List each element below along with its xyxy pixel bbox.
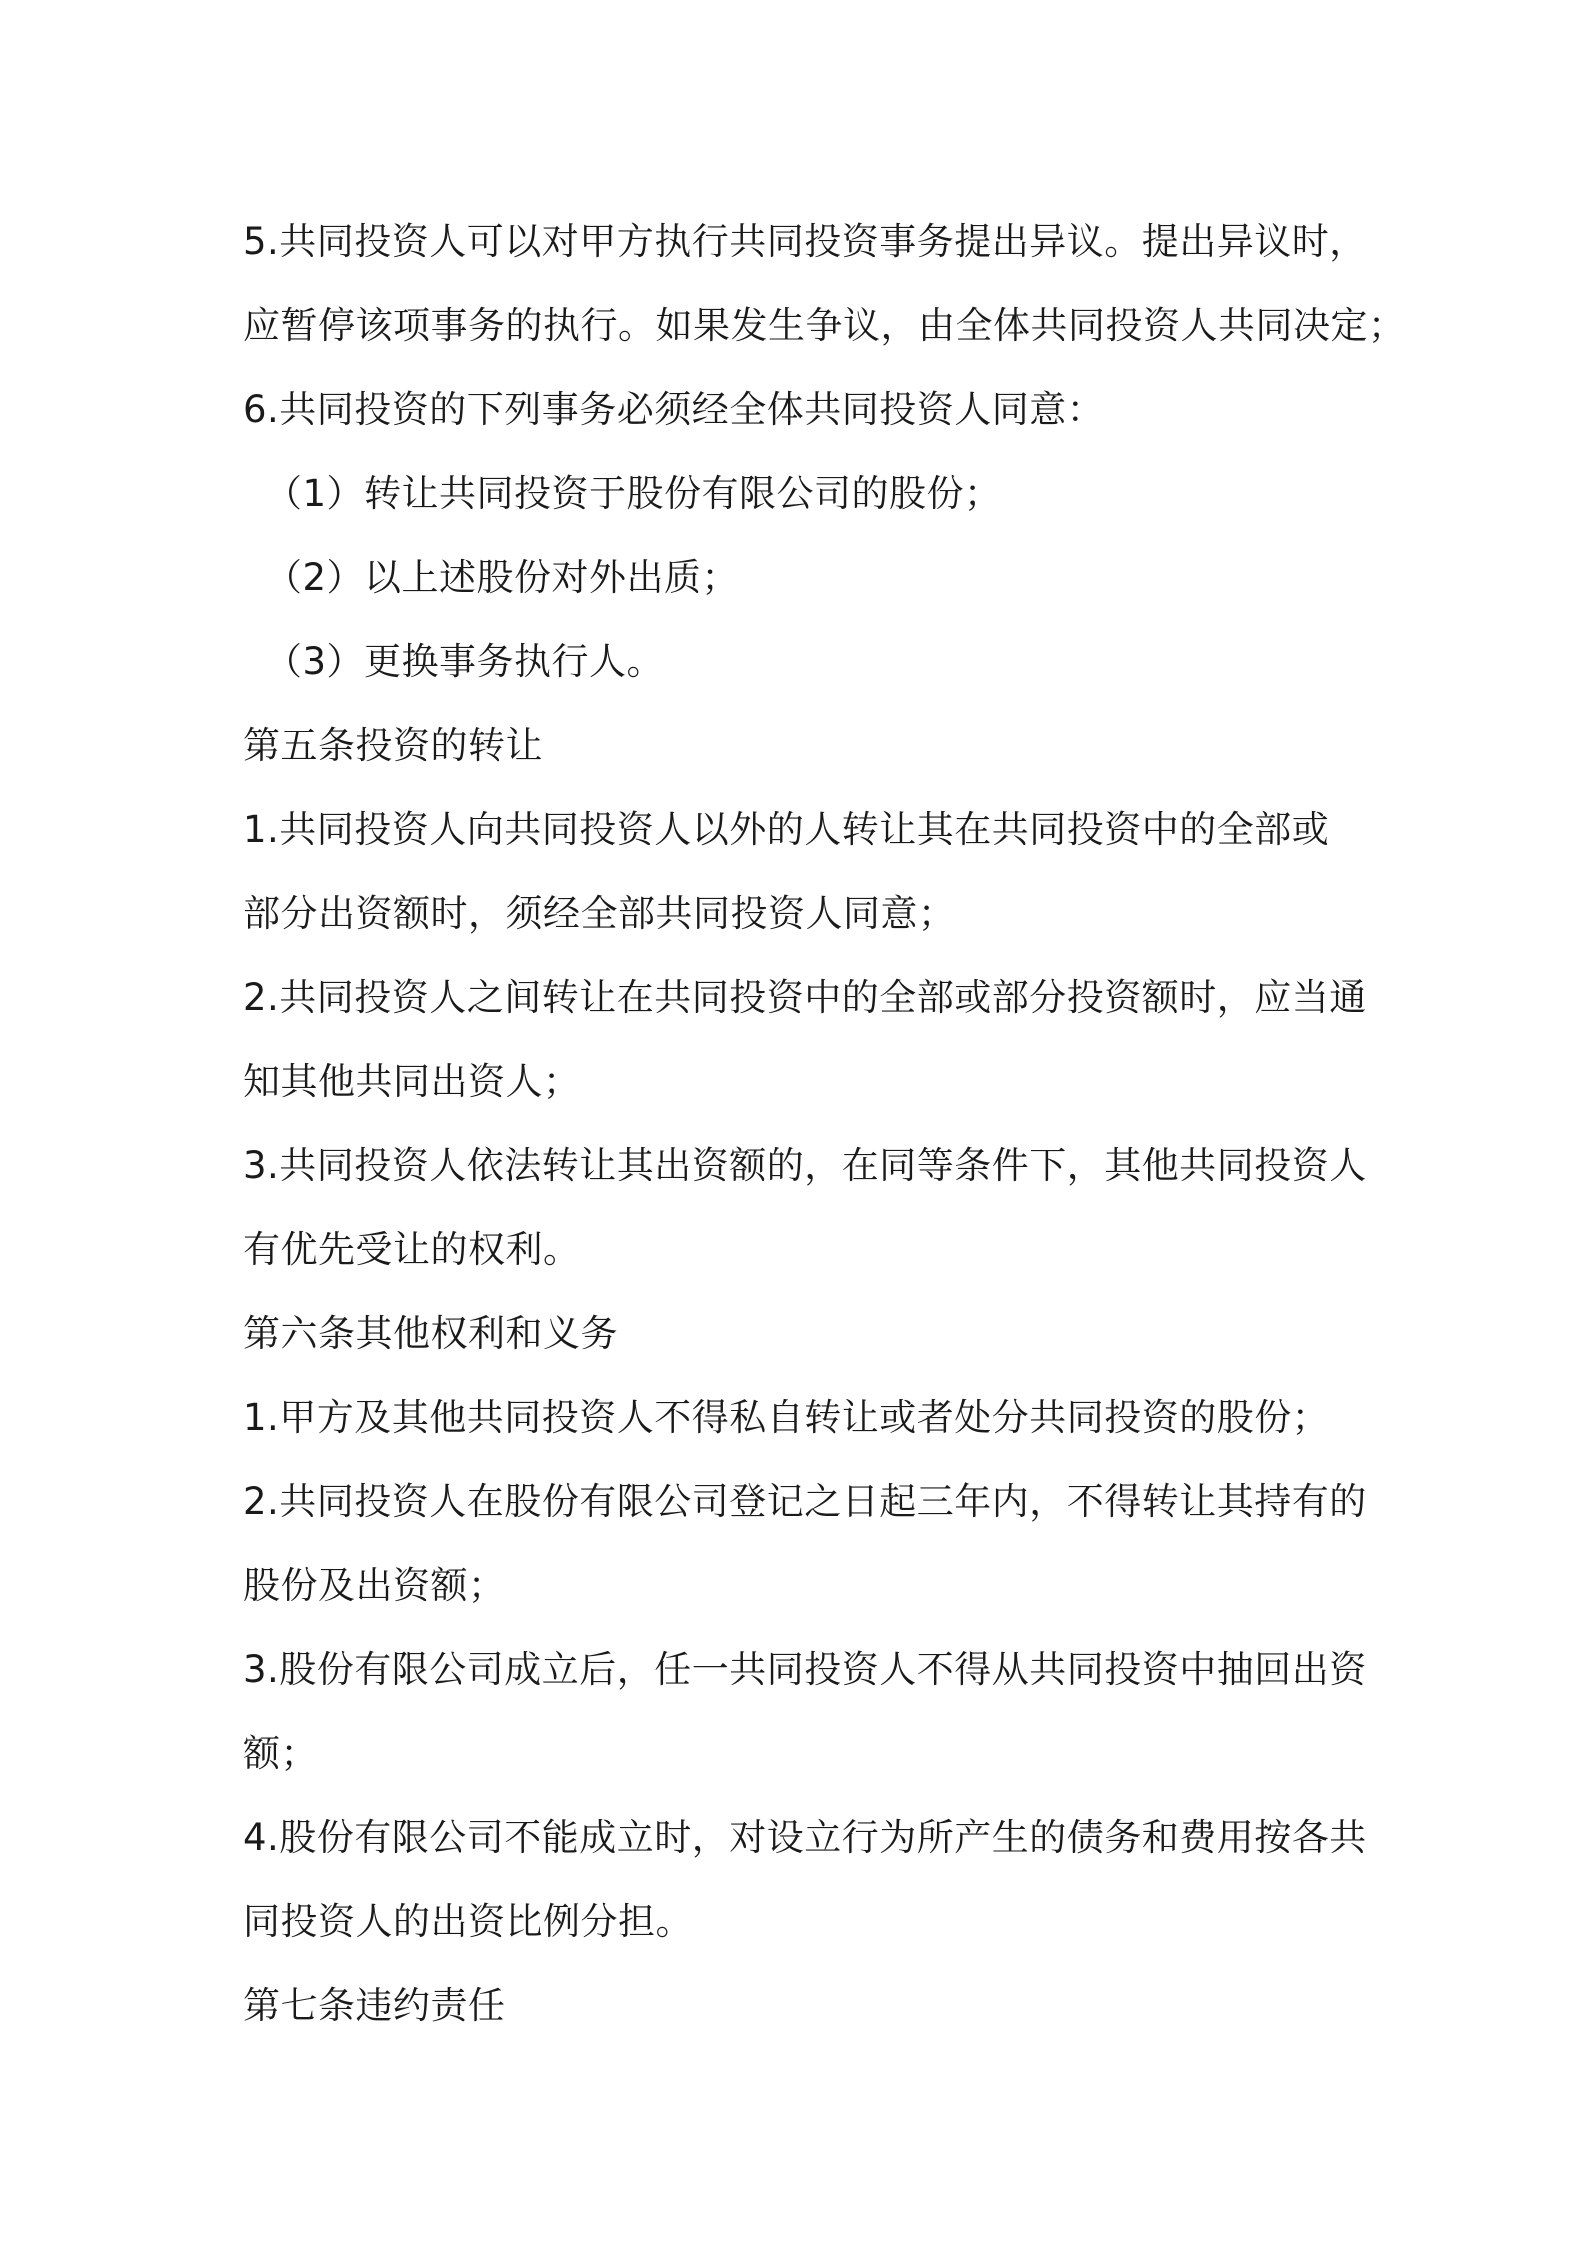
text-line: 1.共同投资人向共同投资人以外的人转让其在共同投资中的全部或 bbox=[243, 808, 1330, 851]
list-item: （2）以上述股份对外出质； bbox=[265, 556, 740, 599]
document-body bbox=[243, 200, 1406, 2048]
text-line: 6.共同投资的下列事务必须经全体共同投资人同意： bbox=[243, 388, 1105, 431]
text-line: 知其他共同出资人； bbox=[243, 1060, 581, 1103]
text-line: 有优先受让的权利。 bbox=[243, 1228, 581, 1271]
text-line: 3.股份有限公司成立后，任一共同投资人不得从共同投资中抽回出资 bbox=[243, 1648, 1367, 1691]
list-item: （1）转让共同投资于股份有限公司的股份； bbox=[265, 472, 1002, 515]
text-line: 额； bbox=[243, 1732, 318, 1775]
text-line: 同投资人的出资比例分担。 bbox=[243, 1900, 693, 1943]
text-line: 2.共同投资人在股份有限公司登记之日起三年内，不得转让其持有的 bbox=[243, 1480, 1367, 1523]
section-heading: 第七条违约责任 bbox=[243, 1984, 506, 2027]
section-heading: 第六条其他权利和义务 bbox=[243, 1312, 618, 1355]
text-line: 1.甲方及其他共同投资人不得私自转让或者处分共同投资的股份； bbox=[243, 1396, 1330, 1439]
list-item: （3）更换事务执行人。 bbox=[265, 640, 665, 683]
text-line: 股份及出资额； bbox=[243, 1564, 506, 1607]
text-line: 4.股份有限公司不能成立时，对设立行为所产生的债务和费用按各共 bbox=[243, 1816, 1367, 1859]
text-line: 2.共同投资人之间转让在共同投资中的全部或部分投资额时，应当通 bbox=[243, 976, 1367, 1019]
text-line: 部分出资额时，须经全部共同投资人同意； bbox=[243, 892, 956, 935]
text-line: 5.共同投资人可以对甲方执行共同投资事务提出异议。提出异议时， bbox=[243, 220, 1367, 263]
text-line: 3.共同投资人依法转让其出资额的，在同等条件下，其他共同投资人 bbox=[243, 1144, 1367, 1187]
text-line: 应暂停该项事务的执行。如果发生争议，由全体共同投资人共同决定； bbox=[243, 304, 1406, 347]
section-heading: 第五条投资的转让 bbox=[243, 724, 543, 767]
